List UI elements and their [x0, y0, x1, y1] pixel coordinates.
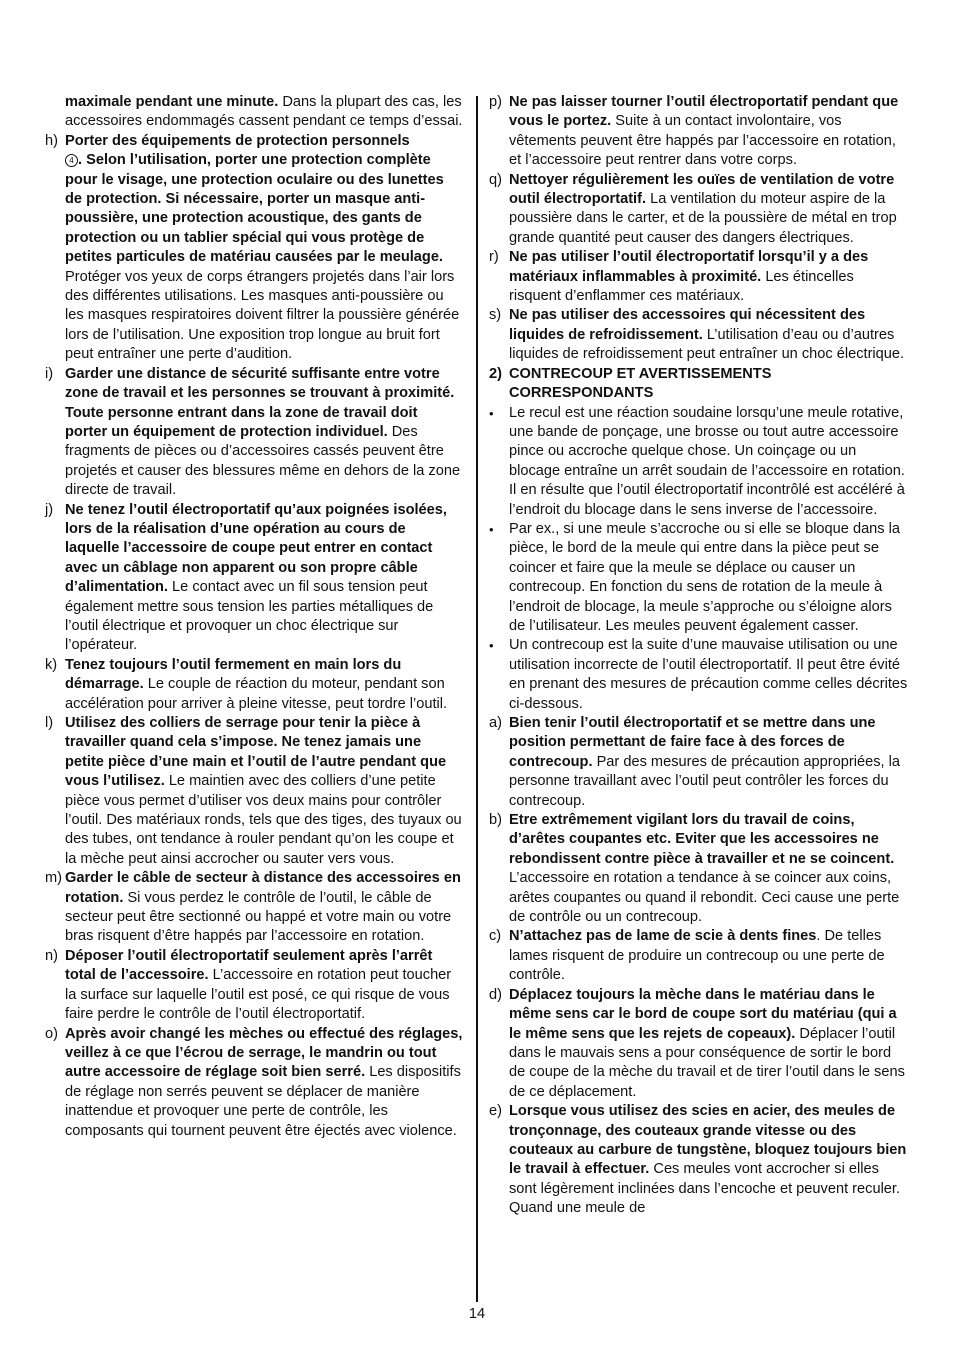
bold-text: Lorsque vous utilisez des scies en acier, des meules de tronçonnage, des couteaux grande vitesse ou des couteaux au carbure de tungstène, bloquez toujours bien le travail à effectuer. — [509, 1103, 907, 1178]
bold-text: Garder le câble de secteur à distance des accessoires en rotation. — [65, 870, 461, 906]
body-text: Des fragments de pièces ou d’accessoires cassés peuvent être projetés et causer des blessures même en dehors de la zone directe de travail. — [65, 423, 461, 499]
list-item-j — [45, 501, 463, 656]
bold-text: Déposer l’outil électroportatif seulement après l’arrêt total de l’accessoire. — [65, 947, 433, 984]
bold-text: maximale pendant une minute. — [65, 94, 279, 110]
body-text: Le contact avec un fil sous tension peut également mettre sous tension les parties métalliques de l’outil électrique et provoquer un choc électrique sur l’opérateur. — [65, 579, 434, 654]
list-item-b — [489, 811, 909, 927]
bold-text: N’attachez pas de lame de scie à dents fines — [509, 928, 817, 945]
body-text: Les dispositifs de réglage non serrés peuvent se déplacer de manière inattendue et provoquer une perte de contrôle, les composants qui tournent peuvent être éjectés avec violence. — [65, 1064, 461, 1139]
list-item-h — [45, 132, 463, 365]
item-label: q) — [489, 171, 502, 188]
bold-text: Ne pas utiliser l’outil électroportatif lorsqu’il y a des matériaux inflammables à proximité. — [509, 249, 869, 285]
item-label: m) — [45, 870, 63, 887]
item-label: i) — [45, 365, 54, 382]
list-item-l — [45, 714, 463, 869]
body-text: Dans la plupart des cas, les accessoires endommagés cassent pendant ce temps d’essai. — [65, 94, 463, 130]
body-text: L’accessoire en rotation a tendance à se coincer aux coins, arêtes coupantes ou quand il rebondit. Ceci cause une perte de contrôle ou un contrecoup. — [509, 870, 900, 926]
bold-text: Bien tenir l’outil électroportatif et se mettre dans une position permettant de faire face à des forces de contrecoup. — [509, 715, 876, 770]
bold-text: Utilisez des colliers de serrage pour tenir la pièce à travailler quand cela s’impose. Ne tenez jamais une petite pièce d’une main et l’outil de l’autre pendant que vous l’utilisez. — [65, 715, 447, 790]
item-label: k) — [45, 656, 58, 673]
section-heading — [489, 365, 909, 404]
list-item-i — [45, 365, 463, 501]
item-label: b) — [489, 812, 502, 829]
list-item-p — [489, 93, 909, 171]
body-text: Suite à un contact involontaire, vos vêtements peuvent être happés par l’accessoire en rotation, et l’accessoire peut rentrer dans votre corps. — [509, 113, 896, 169]
bullet-text: Un contrecoup est la suite d’une mauvaise utilisation ou une utilisation incorrecte de l’outil électroportatif. Il peut être évité en prenant des mesures de précaution comme celles décrites ci-dessous. — [509, 637, 908, 712]
bold-text: Nettoyer régulièrement les ouïes de ventilation de votre outil électroportatif. — [509, 171, 895, 208]
body-text: Déplacer l’outil dans le mauvais sens a pour conséquence de sortir le bord de coupe de la mèche du travail et de tirer l’outil dans le sens de ce déplacement. — [509, 1025, 905, 1100]
section-title: CONTRECOUP ET AVERTISSEMENTS CORRESPONDANTS — [509, 365, 772, 402]
item-label: s) — [489, 307, 502, 324]
bold-text: Ne pas laisser tourner l’outil électroportatif pendant que vous le portez. — [509, 94, 899, 130]
item-label: c) — [489, 928, 502, 945]
bold-text: Ne tenez l’outil électroportatif qu’aux poignées isolées, lors de la réalisation d’une opération au cours de laquelle l’accessoire de coupe peut entrer en contact avec un câblage non apparent ou son propre câble d’alimentation. — [65, 501, 447, 596]
list-item-q — [489, 171, 909, 249]
item-label: a) — [489, 715, 502, 731]
list-item-a — [489, 714, 909, 811]
bullet-icon: • — [489, 521, 494, 537]
bullet-item — [489, 520, 909, 636]
bold-text: Ne pas utiliser des accessoires qui nécessitent des liquides de refroidissement. — [509, 307, 866, 343]
list-item-m — [45, 869, 463, 947]
bullet-item — [489, 636, 909, 714]
body-text: Les étincelles risquent d’enflammer ces matériaux. — [509, 268, 854, 305]
bullet-icon: • — [489, 405, 494, 421]
bold-text: Garder une distance de sécurité suffisante entre votre zone de travail et les personnes se trouvant à proximité. Toute personne entrant dans la zone de travail doit porter un équipement de protection individuel. — [65, 365, 455, 440]
section-number: 2) — [489, 365, 502, 382]
continued-paragraph-g — [45, 93, 463, 132]
bullet-item — [489, 404, 909, 520]
list-item-n — [45, 947, 463, 1025]
bullet-text: Le recul est une réaction soudaine lorsqu’une meule rotative, une bande de ponçage, une brosse ou tout autre accessoire pince ou accroche quelque chose. Un coinçage ou un blocage entraîne un arrêt soudain de l’accessoire en rotation. Il en résulte que l’outil électroportatif incontrôlé est accéléré à l’endroit du blocage dans le sens inverse de l’accessoire. — [509, 404, 905, 518]
item-label: l) — [45, 715, 54, 731]
bold-text: Après avoir changé les mèches ou effectué des réglages, veillez à ce que l’écrou de serrage, le mandrin ou tout autre accessoire de réglage soit bien serré. — [65, 1025, 463, 1081]
right-column — [489, 93, 909, 1219]
bold-text: Déplacez toujours la mèche dans le matériau dans le même sens car le bord de coupe sort du matériau (qui a le même sens que les rejets de copeaux). — [509, 986, 897, 1042]
bold-text: Porter des équipements de protection personnels — [65, 132, 410, 149]
column-divider — [476, 96, 478, 1302]
bold-text: . Selon l’utilisation, porter une protection complète pour le visage, une protection oculaire ou des lunettes de protection. Si nécessaire, porter un masque anti-poussière, une protection acoustique, des gants de protection ou un tablier spécial qui vous protège de petites particules de matériau causées par le meulage. — [65, 152, 444, 266]
body-text: Le couple de réaction du moteur, pendant son accélération pour arriver à pleine vitesse, peut tordre l’outil. — [65, 676, 448, 712]
body-text: Le maintien avec des colliers d’une petite pièce vous permet d’utiliser vos deux mains pour contrôler l’outil. Des matériaux ronds, tels que des tiges, des tuyaux ou des tubes, ont tendance à rouler pendant qu’on les coupe et la mèche peut ainsi accrocher ou sauter vers vous. — [65, 773, 462, 867]
body-text: . De telles lames risquent de produire un contrecoup ou une perte de contrôle. — [509, 928, 885, 984]
body-text: Par des mesures de précaution appropriées, la personne travaillant avec l’outil peut contrôler les forces du contrecoup. — [509, 753, 900, 809]
page-number: 14 — [468, 1306, 486, 1322]
list-item-o — [45, 1025, 463, 1141]
item-label: e) — [489, 1103, 502, 1120]
bullet-text: Par ex., si une meule s’accroche ou si elle se bloque dans la pièce, le bord de la meule qui entre dans la pièce peut se coincer et faire que la meule se déplace ou causer un contrecoup. En fonction du sens de rotation de la meule à l’endroit de blocage, la meule s’approche ou s’éloigne alors de l’utilisateur. Les meules peuvent également casser. — [509, 520, 901, 634]
body-text: Ces meules vont accrocher si elles sont légèrement inclinées dans l’encoche et peuvent reculer. Quand une meule de — [509, 1161, 901, 1217]
list-item-s — [489, 306, 909, 364]
list-item-r — [489, 248, 909, 306]
list-item-d — [489, 986, 909, 1102]
body-text: Si vous perdez le contrôle de l’outil, le câble de secteur peut être sectionné ou happé et votre main ou votre bras risquent d’être happés par l’accessoire en rotation. — [65, 889, 452, 945]
item-label: d) — [489, 986, 502, 1003]
item-label: h) — [45, 132, 58, 149]
item-label: r) — [489, 249, 499, 266]
body-text: L’accessoire en rotation peut toucher la surface sur laquelle l’outil est posé, ce qui risque de vous faire perdre le contrôle de l’outil électroportatif. — [65, 967, 452, 1023]
list-item-e — [489, 1102, 909, 1218]
body-text: L’utilisation d’eau ou d’autres liquides de refroidissement peut entraîner un choc électrique. — [509, 326, 905, 363]
bullet-icon: • — [489, 638, 494, 654]
circled-number-4: 4 — [65, 154, 78, 167]
bold-text: Tenez toujours l’outil fermement en main lors du démarrage. — [65, 656, 402, 693]
body-text: La ventilation du moteur aspire de la poussière dans le carter, et de la poussière de métal en trop grande quantité peut causer des dangers électriques. — [509, 191, 897, 246]
body-text: Protéger vos yeux de corps étrangers projetés dans l’air lors des différentes utilisations. Les masques anti-poussière ou les masques respiratoires doivent filtrer la poussière générée lors de l’utilisation. Une exposition trop longue au bruit fort peut entraîner une perte d’audition. — [65, 268, 460, 363]
item-label: n) — [45, 947, 58, 964]
item-label: p) — [489, 94, 502, 110]
list-item-c — [489, 927, 909, 985]
item-label: j) — [45, 501, 54, 518]
left-column — [45, 93, 463, 1141]
list-item-k — [45, 656, 463, 714]
bold-text: Etre extrêmement vigilant lors du travail de coins, d’arêtes coupantes etc. Eviter que les accessoires ne rebondissent contre pièce à travailler et ne se coincent. — [509, 812, 895, 867]
item-label: o) — [45, 1025, 58, 1042]
